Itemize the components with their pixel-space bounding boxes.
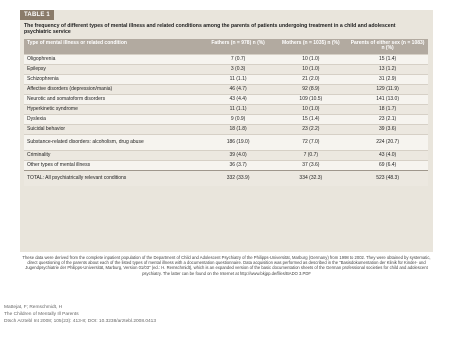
cell-mothers: 21 (2.0) xyxy=(274,75,347,85)
column-header-condition: Type of mental illness or related condition xyxy=(24,39,202,55)
cell-condition: Oligophrenia xyxy=(24,55,202,65)
cell-mothers: 10 (1.0) xyxy=(274,105,347,115)
table-footnote: These data were derived from the complete inpatient population of the Department of Child and Adolescent Psychiatry of the Philipps-Universität, Marburg (Germany) from 1998 to 2002. They were obtained by systematic, direct questioning of the parents about each of the listed types of mental illness with a documentation questionnaire. Data acquisition was performed as described in the "Basisdokumentation der Klinik für Kinder- und Jugendpsychiatrie der Philipps-Universität, Marburg, Version 01/03" (ed.: H. Remschmidt), which is an expanded version of the basic documentation sheets of the German professional societies for child and adolescent psychiatry. The latter can be found on the Internet at http://www.bkjpp.de/files/BADO 3.PDF xyxy=(22,255,431,276)
cell-condition: Suicidal behavior xyxy=(24,125,202,135)
cell-mothers: 72 (7.0) xyxy=(274,135,347,151)
table-row xyxy=(24,135,428,151)
cell-condition: Affective disorders (depression/mania) xyxy=(24,85,202,95)
table-row xyxy=(24,105,428,115)
cell-either: 31 (2.9) xyxy=(347,75,428,85)
cell-condition: TOTAL: All psychiatrically relevant conditions xyxy=(24,171,202,187)
cell-condition: Epilepsy xyxy=(24,65,202,75)
cell-either: 43 (4.0) xyxy=(347,151,428,161)
frequency-table xyxy=(24,39,428,186)
table-row xyxy=(24,75,428,85)
table-label: TABLE 1 xyxy=(20,10,54,20)
cell-mothers: 10 (1.0) xyxy=(274,65,347,75)
cell-either: 23 (2.1) xyxy=(347,115,428,125)
cell-fathers: 18 (1.8) xyxy=(202,125,275,135)
cell-fathers: 7 (0.7) xyxy=(202,55,275,65)
cell-condition: Hyperkinetic syndrome xyxy=(24,105,202,115)
cell-mothers: 37 (3.6) xyxy=(274,161,347,171)
cell-mothers: 109 (10.5) xyxy=(274,95,347,105)
header-row xyxy=(24,39,428,55)
table-row-total xyxy=(24,171,428,187)
cell-mothers: 15 (1.4) xyxy=(274,115,347,125)
cell-fathers: 11 (1.1) xyxy=(202,105,275,115)
cell-either: 523 (48.3) xyxy=(347,171,428,187)
table-caption: The frequency of different types of mental illness and related conditions among the parents of patients undergoing treatment in a child and adolescent psychiatric service xyxy=(24,23,396,35)
journal-citation: Dtsch Arztebl Int 2008; 105(23): 413-8; DOI: 10.3238/arztebl.2008.0413 xyxy=(4,319,156,324)
cell-mothers: 92 (8.9) xyxy=(274,85,347,95)
table-row xyxy=(24,85,428,95)
cell-mothers: 23 (2.2) xyxy=(274,125,347,135)
table-row xyxy=(24,125,428,135)
cell-fathers: 11 (1.1) xyxy=(202,75,275,85)
cell-fathers: 3 (0.3) xyxy=(202,65,275,75)
cell-mothers: 334 (32.3) xyxy=(274,171,347,187)
cell-either: 224 (20.7) xyxy=(347,135,428,151)
cell-mothers: 10 (1.0) xyxy=(274,55,347,65)
cell-either: 129 (11.9) xyxy=(347,85,428,95)
table-row xyxy=(24,55,428,65)
cell-fathers: 46 (4.7) xyxy=(202,85,275,95)
cell-mothers: 7 (0.7) xyxy=(274,151,347,161)
column-header-mothers: Mothers (n = 1035) n (%) xyxy=(274,39,347,55)
cell-fathers: 39 (4.0) xyxy=(202,151,275,161)
table-row xyxy=(24,95,428,105)
cell-either: 15 (1.4) xyxy=(347,55,428,65)
table-row xyxy=(24,115,428,125)
cell-fathers: 186 (19.0) xyxy=(202,135,275,151)
table-card xyxy=(20,10,433,252)
cell-fathers: 43 (4.4) xyxy=(202,95,275,105)
table-row xyxy=(24,65,428,75)
cell-either: 141 (13.0) xyxy=(347,95,428,105)
cell-condition: Criminality xyxy=(24,151,202,161)
cell-condition: Neurotic and somatoform disorders xyxy=(24,95,202,105)
cell-condition: Other types of mental illness xyxy=(24,161,202,171)
column-header-fathers: Fathers (n = 978) n (%) xyxy=(202,39,275,55)
authors: Mattejat, F; Remschmidt, H xyxy=(4,305,63,310)
column-header-either: Parents of either sex (n = 1083) n (%) xyxy=(347,39,428,55)
table-row xyxy=(24,151,428,161)
cell-condition: Substance-related disorders: alcoholism, drug abuse xyxy=(24,135,202,151)
citation-block xyxy=(4,304,156,325)
cell-fathers: 36 (3.7) xyxy=(202,161,275,171)
cell-condition: Dyslexia xyxy=(24,115,202,125)
cell-either: 39 (3.6) xyxy=(347,125,428,135)
cell-either: 18 (1.7) xyxy=(347,105,428,115)
cell-fathers: 332 (33.9) xyxy=(202,171,275,187)
cell-condition: Schizophrenia xyxy=(24,75,202,85)
cell-either: 13 (1.2) xyxy=(347,65,428,75)
cell-fathers: 9 (0.9) xyxy=(202,115,275,125)
article-title: The Children of Mentally Ill Parents xyxy=(4,312,79,317)
cell-either: 69 (6.4) xyxy=(347,161,428,171)
table-row xyxy=(24,161,428,171)
